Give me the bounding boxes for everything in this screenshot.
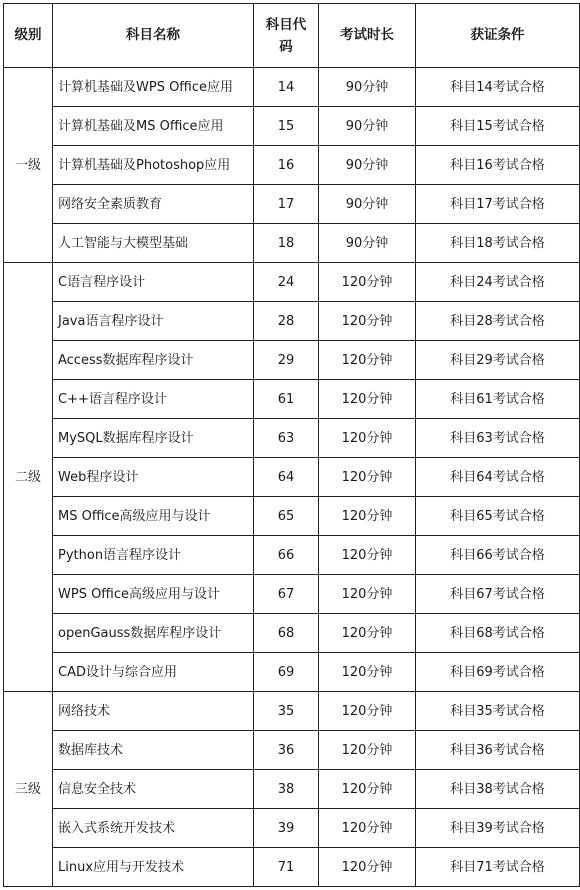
level-cell: 一级 [4, 68, 53, 263]
certificate-condition-cell: 科目65考试合格 [416, 497, 580, 536]
exam-duration-cell: 120分钟 [319, 653, 416, 692]
table-row [4, 263, 580, 302]
subject-code-cell: 69 [254, 653, 319, 692]
exam-duration-cell: 120分钟 [319, 458, 416, 497]
subject-code-cell: 36 [254, 731, 319, 770]
subject-name-cell: 信息安全技术 [53, 770, 254, 809]
subject-code-cell: 15 [254, 107, 319, 146]
exam-duration-cell: 90分钟 [319, 185, 416, 224]
subject-name-cell: WPS Office高级应用与设计 [53, 575, 254, 614]
header-subject-code [254, 4, 319, 68]
subject-code-cell: 63 [254, 419, 319, 458]
subject-name-cell: 计算机基础及WPS Office应用 [53, 68, 254, 107]
subject-code-cell: 16 [254, 146, 319, 185]
exam-duration-cell: 120分钟 [319, 614, 416, 653]
exam-duration-cell: 120分钟 [319, 380, 416, 419]
subject-code-cell: 17 [254, 185, 319, 224]
subject-name-cell: 网络安全素质教育 [53, 185, 254, 224]
table-row [4, 185, 580, 224]
certificate-condition-cell: 科目24考试合格 [416, 263, 580, 302]
subject-name-cell: 嵌入式系统开发技术 [53, 809, 254, 848]
certificate-condition-cell: 科目68考试合格 [416, 614, 580, 653]
exam-duration-cell: 120分钟 [319, 419, 416, 458]
subject-code-cell: 61 [254, 380, 319, 419]
certificate-condition-cell: 科目69考试合格 [416, 653, 580, 692]
subject-name-cell: openGauss数据库程序设计 [53, 614, 254, 653]
subject-name-cell: MySQL数据库程序设计 [53, 419, 254, 458]
table-row [4, 848, 580, 887]
certificate-condition-cell: 科目39考试合格 [416, 809, 580, 848]
table-row [4, 692, 580, 731]
exam-duration-cell: 120分钟 [319, 848, 416, 887]
subject-name-cell: 人工智能与大模型基础 [53, 224, 254, 263]
level-cell: 二级 [4, 263, 53, 692]
table-row [4, 809, 580, 848]
subject-name-cell: Java语言程序设计 [53, 302, 254, 341]
exam-duration-cell: 90分钟 [319, 107, 416, 146]
subject-name-cell: CAD设计与综合应用 [53, 653, 254, 692]
table-row [4, 341, 580, 380]
certificate-condition-cell: 科目14考试合格 [416, 68, 580, 107]
certificate-condition-cell: 科目18考试合格 [416, 224, 580, 263]
exam-duration-cell: 90分钟 [319, 146, 416, 185]
subject-name-cell: Web程序设计 [53, 458, 254, 497]
subject-code-cell: 28 [254, 302, 319, 341]
table-row [4, 536, 580, 575]
certificate-condition-cell: 科目61考试合格 [416, 380, 580, 419]
table-row [4, 302, 580, 341]
certificate-condition-cell: 科目36考试合格 [416, 731, 580, 770]
certificate-condition-cell: 科目35考试合格 [416, 692, 580, 731]
exam-duration-cell: 90分钟 [319, 68, 416, 107]
subject-code-cell: 67 [254, 575, 319, 614]
table-row [4, 575, 580, 614]
subject-code-cell: 24 [254, 263, 319, 302]
subject-name-cell: MS Office高级应用与设计 [53, 497, 254, 536]
header-exam-duration: 考试时长 [319, 4, 416, 68]
table-row [4, 68, 580, 107]
exam-duration-cell: 120分钟 [319, 263, 416, 302]
exam-duration-cell: 120分钟 [319, 731, 416, 770]
subject-code-cell: 38 [254, 770, 319, 809]
certificate-condition-cell: 科目67考试合格 [416, 575, 580, 614]
certificate-condition-cell: 科目17考试合格 [416, 185, 580, 224]
certificate-condition-cell: 科目29考试合格 [416, 341, 580, 380]
exam-duration-cell: 120分钟 [319, 770, 416, 809]
subject-code-cell: 35 [254, 692, 319, 731]
certificate-condition-cell: 科目16考试合格 [416, 146, 580, 185]
level-cell: 三级 [4, 692, 53, 887]
header-subject-name: 科目名称 [53, 4, 254, 68]
subject-code-cell: 64 [254, 458, 319, 497]
certificate-condition-cell: 科目15考试合格 [416, 107, 580, 146]
subject-name-cell: Python语言程序设计 [53, 536, 254, 575]
certificate-condition-cell: 科目63考试合格 [416, 419, 580, 458]
table-body [4, 68, 580, 887]
subject-code-cell: 29 [254, 341, 319, 380]
certificate-condition-cell: 科目28考试合格 [416, 302, 580, 341]
subject-name-cell: 计算机基础及Photoshop应用 [53, 146, 254, 185]
subject-name-cell: Linux应用与开发技术 [53, 848, 254, 887]
table-row [4, 458, 580, 497]
table-row [4, 146, 580, 185]
header-certificate-condition: 获证条件 [416, 4, 580, 68]
exam-duration-cell: 120分钟 [319, 536, 416, 575]
exam-subjects-table [3, 3, 580, 887]
table-row [4, 770, 580, 809]
exam-duration-cell: 90分钟 [319, 224, 416, 263]
exam-duration-cell: 120分钟 [319, 692, 416, 731]
table-header [4, 4, 580, 68]
table-row [4, 107, 580, 146]
subject-name-cell: 数据库技术 [53, 731, 254, 770]
subject-code-cell: 68 [254, 614, 319, 653]
table-row [4, 497, 580, 536]
exam-duration-cell: 120分钟 [319, 575, 416, 614]
table-row [4, 380, 580, 419]
table-row [4, 419, 580, 458]
header-subject-code-text: 科目代码 [265, 16, 307, 55]
subject-name-cell: C语言程序设计 [53, 263, 254, 302]
subject-code-cell: 14 [254, 68, 319, 107]
header-row [4, 4, 580, 68]
certificate-condition-cell: 科目38考试合格 [416, 770, 580, 809]
certificate-condition-cell: 科目64考试合格 [416, 458, 580, 497]
table-row [4, 224, 580, 263]
certificate-condition-cell: 科目71考试合格 [416, 848, 580, 887]
subject-code-cell: 65 [254, 497, 319, 536]
certificate-condition-cell: 科目66考试合格 [416, 536, 580, 575]
table-row [4, 731, 580, 770]
subject-name-cell: C++语言程序设计 [53, 380, 254, 419]
exam-duration-cell: 120分钟 [319, 302, 416, 341]
table-row [4, 653, 580, 692]
subject-code-cell: 39 [254, 809, 319, 848]
subject-code-cell: 71 [254, 848, 319, 887]
subject-code-cell: 18 [254, 224, 319, 263]
header-level: 级别 [4, 4, 53, 68]
subject-name-cell: 计算机基础及MS Office应用 [53, 107, 254, 146]
exam-duration-cell: 120分钟 [319, 809, 416, 848]
subject-code-cell: 66 [254, 536, 319, 575]
table-row [4, 614, 580, 653]
subject-name-cell: Access数据库程序设计 [53, 341, 254, 380]
subject-name-cell: 网络技术 [53, 692, 254, 731]
exam-duration-cell: 120分钟 [319, 341, 416, 380]
exam-duration-cell: 120分钟 [319, 497, 416, 536]
